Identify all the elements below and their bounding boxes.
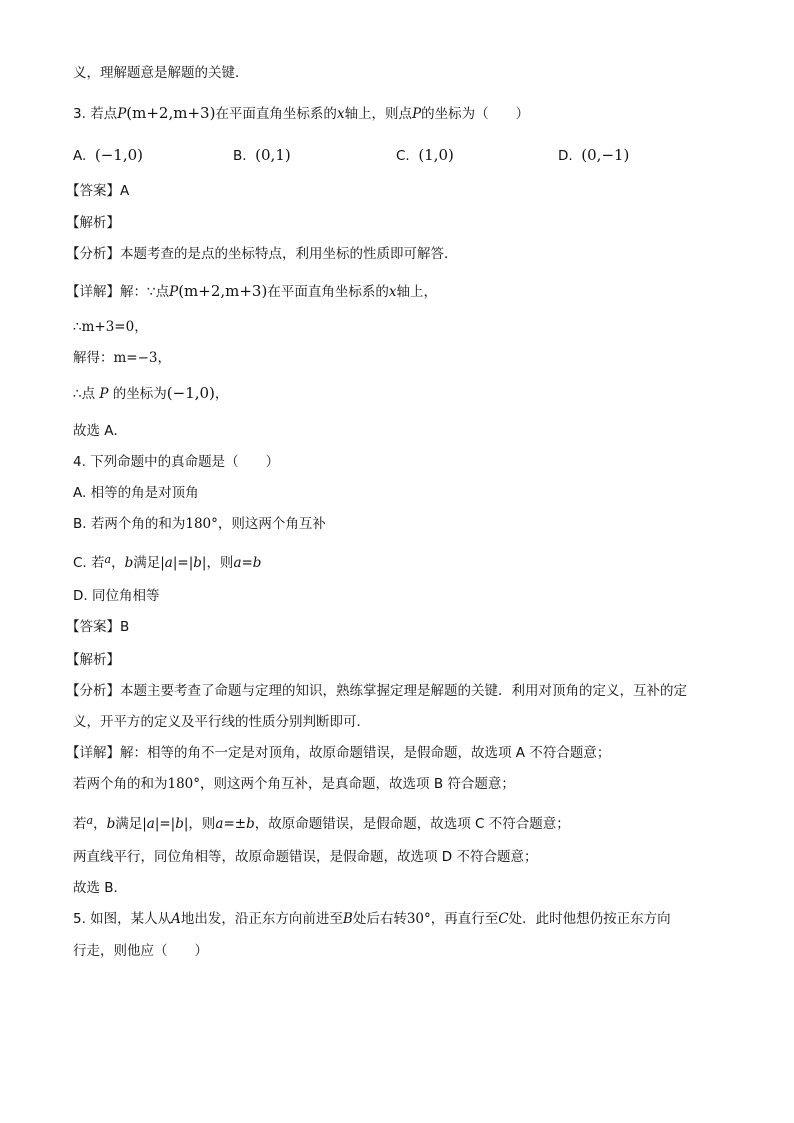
- xiangjie-line: 【详解】解：相等的角不一定是对顶角，故原命题错误，是假命题，故选项 A 不符合题意；: [66, 745, 611, 761]
- solution-conclusion: 故选 B．: [73, 880, 128, 896]
- option-c: C. (1,0): [396, 146, 454, 164]
- fenxi-line: 【分析】本题考查的是点的坐标特点，利用坐标的性质即可解答．: [66, 246, 458, 262]
- answer-line: 【答案】B: [66, 619, 130, 635]
- solution-step: 两直线平行，同位角相等，故原命题错误，是假命题，故选项 D 不符合题意；: [73, 849, 538, 865]
- option-c: C. 若$^a$，b满足|a|=|b|，则a=b: [73, 553, 262, 571]
- option-a: A. 相等的角是对顶角: [73, 485, 199, 501]
- option-b: B. (0,1): [233, 146, 291, 164]
- option-a: A. (−1,0): [73, 146, 144, 164]
- analysis-heading: 【解析】: [66, 215, 120, 231]
- option-d: D. (0,−1): [558, 146, 630, 164]
- question-4-stem: 4. 下列命题中的真命题是（ ）: [73, 454, 280, 470]
- text-line: 义，理解题意是解题的关键．: [73, 65, 249, 81]
- solution-step: ∴点 P 的坐标为(−1,0)，: [73, 384, 229, 402]
- solution-step: ∴m+3=0，: [73, 319, 148, 335]
- question-5-stem: 5. 如图，某人从A地出发，沿正东方向前进至B处后右转30°，再直行至C处．此时他想仍按正东方向: [73, 911, 671, 927]
- option-d: D. 同位角相等: [73, 588, 160, 604]
- solution-step: 若$^a$，b满足|a|=|b|，则a=±b，故原命题错误，是假命题，故选项 C 不符合题意；: [73, 814, 570, 832]
- fenxi-line: 【分析】本题主要考查了命题与定理的知识，熟练掌握定理是解题的关键．利用对顶角的定义，互补的定: [66, 683, 687, 699]
- analysis-heading: 【解析】: [66, 652, 120, 668]
- question-5-stem-line-2: 行走，则他应（ ）: [73, 943, 208, 959]
- solution-conclusion: 故选 A．: [73, 423, 128, 439]
- solution-step: 若两个角的和为180°，则这两个角互补，是真命题，故选项 B 符合题意；: [73, 776, 515, 792]
- xiangjie-line: 【详解】解：∵点P(m+2,m+3)在平面直角坐标系的x轴上，: [66, 282, 437, 300]
- solution-step: 解得：m=−3，: [73, 350, 172, 366]
- question-3-stem: 3. 若点P(m+2,m+3)在平面直角坐标系的x轴上，则点P的坐标为（ ）: [73, 104, 530, 122]
- fenxi-line-2: 义，开平方的定义及平行线的性质分别判断即可．: [73, 714, 370, 730]
- answer-line: 【答案】A: [66, 183, 130, 199]
- option-b: B. 若两个角的和为180°，则这两个角互补: [73, 516, 326, 532]
